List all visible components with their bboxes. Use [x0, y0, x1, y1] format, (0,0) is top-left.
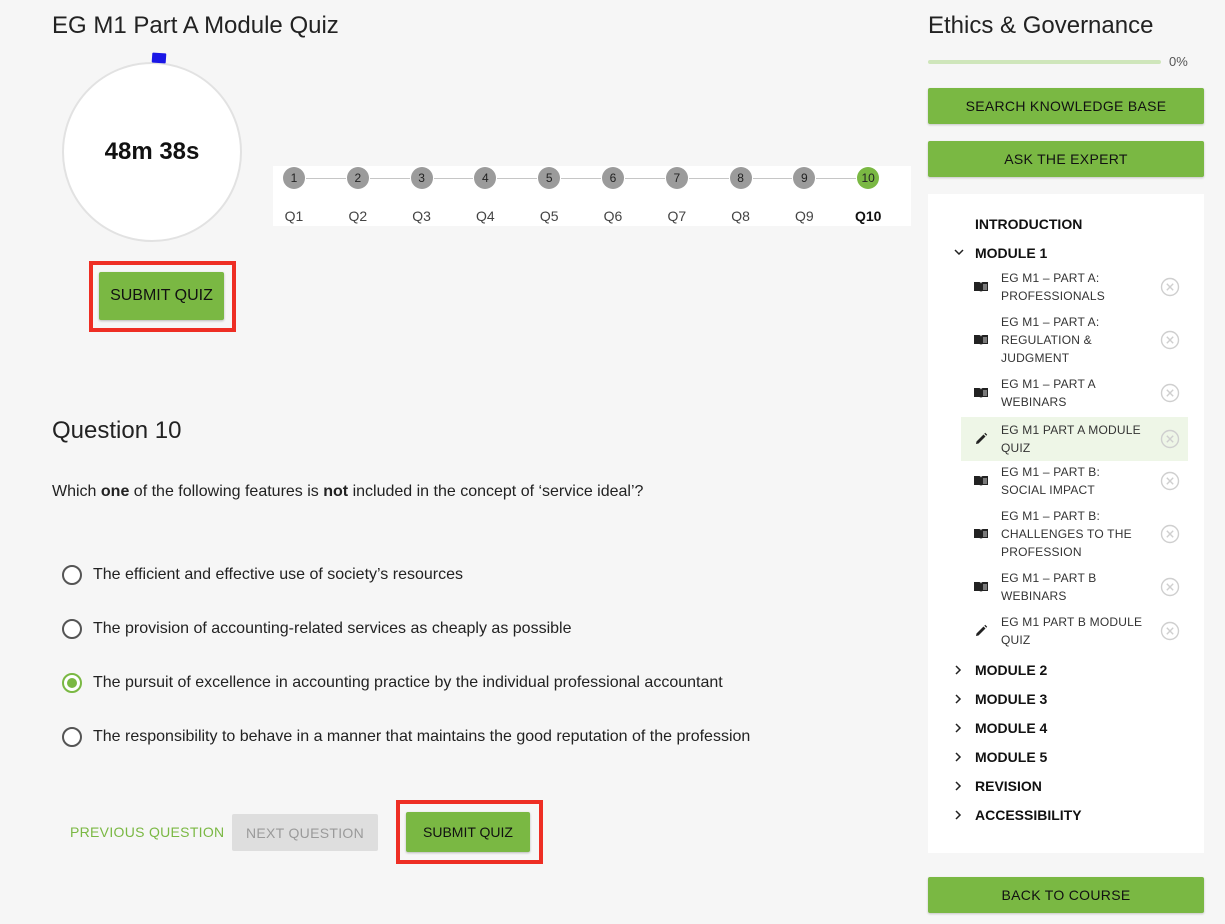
nav-section[interactable]: REVISION	[975, 778, 1042, 794]
radio-button[interactable]	[62, 565, 82, 585]
course-navigation-panel	[928, 194, 1204, 853]
question-text-part: of the following features is	[129, 483, 324, 500]
lesson-item[interactable]	[961, 311, 1188, 369]
book-icon	[961, 475, 1001, 487]
answer-option-label: The efficient and effective use of society’s resources	[93, 566, 463, 583]
stepper-label[interactable]: Q10	[854, 208, 882, 224]
book-icon	[961, 334, 1001, 346]
stepper-connector	[753, 178, 793, 179]
stepper-dot[interactable]: 2	[347, 167, 369, 189]
stepper-dot[interactable]: 6	[602, 167, 624, 189]
back-to-course-button[interactable]: BACK TO COURSE	[928, 877, 1204, 913]
stepper-label[interactable]: Q8	[731, 208, 750, 224]
nav-section[interactable]: ACCESSIBILITY	[975, 807, 1082, 823]
answer-option[interactable]	[62, 673, 723, 693]
answer-option[interactable]	[62, 619, 571, 639]
course-title: Ethics & Governance	[928, 12, 1154, 39]
incomplete-status-icon	[1160, 621, 1180, 641]
lesson-label: EG M1 – PART B: CHALLENGES TO THE PROFESSION	[1001, 509, 1132, 559]
stepper-label[interactable]: Q6	[603, 208, 623, 224]
stepper-label[interactable]: Q4	[476, 208, 495, 224]
radio-button[interactable]	[62, 727, 82, 747]
stepper-connector	[561, 178, 601, 179]
stepper-connector	[306, 178, 346, 179]
lesson-label: EG M1 PART B MODULE QUIZ	[1001, 615, 1143, 647]
lesson-item[interactable]	[961, 461, 1188, 501]
question-text-part: included in the concept of ‘service ideal’?	[348, 483, 644, 500]
stepper-label[interactable]: Q1	[284, 208, 304, 224]
lesson-label: EG M1 – PART B: SOCIAL IMPACT	[1001, 465, 1101, 497]
question-heading: Question 10	[52, 417, 182, 444]
course-progress-bar	[928, 60, 1161, 64]
lesson-item[interactable]	[961, 567, 1188, 607]
course-progress-text: 0%	[1169, 54, 1188, 69]
nav-section[interactable]: MODULE 4	[975, 720, 1048, 736]
incomplete-status-icon	[1160, 471, 1180, 491]
stepper-label[interactable]: Q7	[667, 208, 687, 224]
submit-quiz-button-top[interactable]: SUBMIT QUIZ	[99, 272, 224, 320]
chevron-right-icon[interactable]	[954, 723, 962, 731]
nav-module-1[interactable]: MODULE 1	[975, 245, 1048, 261]
chevron-right-icon[interactable]	[954, 665, 962, 673]
book-icon	[961, 281, 1001, 293]
book-icon	[961, 581, 1001, 593]
stepper-connector	[497, 178, 537, 179]
incomplete-status-icon	[1160, 277, 1180, 297]
chevron-right-icon[interactable]	[954, 781, 962, 789]
quiz-title: EG M1 Part A Module Quiz	[52, 12, 339, 39]
timer-text: 48m 38s	[104, 138, 200, 165]
lesson-item[interactable]	[961, 417, 1188, 461]
lesson-item[interactable]	[961, 611, 1188, 651]
answer-option[interactable]	[62, 565, 463, 585]
nav-section[interactable]: MODULE 3	[975, 691, 1048, 707]
lesson-item[interactable]	[961, 505, 1188, 563]
incomplete-status-icon	[1160, 429, 1180, 449]
stepper-dot[interactable]: 7	[666, 167, 688, 189]
radio-button[interactable]	[62, 619, 82, 639]
stepper-connector	[689, 178, 729, 179]
lesson-label: EG M1 – PART A WEBINARS	[1001, 377, 1096, 409]
answer-option[interactable]	[62, 727, 750, 747]
stepper-dot[interactable]: 5	[538, 167, 560, 189]
lesson-label: EG M1 – PART B WEBINARS	[1001, 571, 1097, 603]
stepper-connector	[625, 178, 665, 179]
answer-option-label: The pursuit of excellence in accounting practice by the individual professional accountant	[93, 674, 723, 691]
stepper-dot[interactable]: 9	[793, 167, 815, 189]
stepper-connector	[434, 178, 474, 179]
incomplete-status-icon	[1160, 524, 1180, 544]
lesson-label: EG M1 – PART A: REGULATION & JUDGMENT	[1001, 315, 1100, 365]
search-knowledge-base-button[interactable]: SEARCH KNOWLEDGE BASE	[928, 88, 1204, 124]
pencil-icon	[961, 432, 1001, 446]
stepper-dot[interactable]: 8	[730, 167, 752, 189]
lesson-label: EG M1 – PART A: PROFESSIONALS	[1001, 271, 1105, 303]
stepper-dot[interactable]: 10	[857, 167, 879, 189]
submit-quiz-button-bottom[interactable]: SUBMIT QUIZ	[406, 812, 530, 852]
question-text-part: Which	[52, 483, 101, 500]
timer-circle	[62, 62, 242, 242]
book-icon	[961, 528, 1001, 540]
chevron-right-icon[interactable]	[954, 810, 962, 818]
nav-introduction[interactable]: INTRODUCTION	[975, 216, 1083, 232]
stepper-label[interactable]: Q2	[348, 208, 368, 224]
stepper-connector	[816, 178, 856, 179]
radio-button[interactable]	[62, 673, 82, 693]
pencil-icon	[961, 624, 1001, 638]
answer-option-label: The responsibility to behave in a manner that maintains the good reputation of the profession	[93, 728, 751, 745]
ask-the-expert-button[interactable]: ASK THE EXPERT	[928, 141, 1204, 177]
nav-section[interactable]: MODULE 2	[975, 662, 1048, 678]
lesson-label: EG M1 PART A MODULE QUIZ	[1001, 423, 1141, 455]
question-text-emphasis: one	[100, 483, 130, 500]
question-text-emphasis: not	[323, 483, 349, 500]
book-icon	[961, 387, 1001, 399]
lesson-item[interactable]	[961, 373, 1188, 413]
stepper-connector	[370, 178, 410, 179]
chevron-down-icon[interactable]	[954, 248, 962, 256]
stepper-dot[interactable]: 3	[411, 167, 433, 189]
answer-option-label: The provision of accounting-related services as cheaply as possible	[93, 620, 572, 637]
incomplete-status-icon	[1160, 577, 1180, 597]
stepper-label[interactable]: Q3	[412, 208, 431, 224]
incomplete-status-icon	[1160, 330, 1180, 350]
lesson-item[interactable]	[961, 267, 1188, 307]
question-text	[52, 483, 643, 501]
previous-question-button[interactable]: PREVIOUS QUESTION	[70, 824, 225, 840]
stepper-label[interactable]: Q9	[795, 208, 814, 224]
incomplete-status-icon	[1160, 383, 1180, 403]
timer-progress-marker	[152, 53, 167, 64]
next-question-button[interactable]: NEXT QUESTION	[232, 814, 378, 851]
chevron-right-icon[interactable]	[954, 694, 962, 702]
stepper-dot[interactable]: 4	[474, 167, 496, 189]
stepper-dot[interactable]: 1	[283, 167, 305, 189]
chevron-right-icon[interactable]	[954, 752, 962, 760]
nav-section[interactable]: MODULE 5	[975, 749, 1048, 765]
stepper-label[interactable]: Q5	[539, 208, 559, 224]
question-stepper	[273, 166, 911, 226]
